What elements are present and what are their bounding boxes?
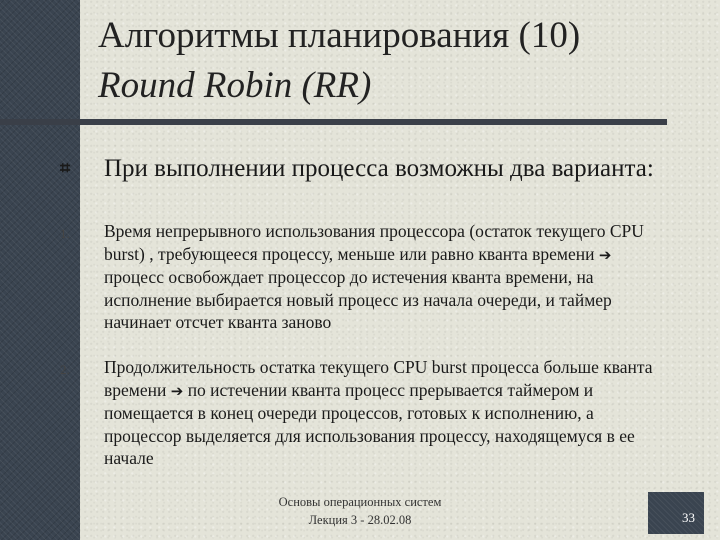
list-item-2-text-end: по истечении кванта процесс прерывается таймером и помещается в конец очереди процессов, готовых к исполнению, а процессор выделяется для использования процессу, находящемуся в ее начале <box>104 379 635 468</box>
slide-title: Алгоритмы планирования (10) <box>98 15 581 56</box>
slide-footer <box>220 493 500 529</box>
page-number-box <box>648 492 704 534</box>
right-arrow-icon: ➔ <box>170 381 184 400</box>
left-decorative-bar <box>0 0 80 540</box>
slide-subtitle: Round Robin (RR) <box>98 65 372 106</box>
footer-lecture-date: Лекция 3 - 28.02.08 <box>308 513 412 527</box>
item-number-2: 2. <box>60 362 70 377</box>
list-item-2-text-start: Продолжительность остатка текущего CPU burst процесса больше кванта времени <box>104 357 653 400</box>
title-divider <box>0 119 667 125</box>
list-item-1-text-start: Время непрерывного использования процессора (остаток текущего CPU burst) , требующееся процессу, меньше или равно кванта времени <box>104 221 644 264</box>
page-number: 33 <box>682 510 695 525</box>
right-arrow-icon: ➔ <box>598 245 612 264</box>
hash-bullet-icon: ⌗ <box>60 158 71 179</box>
list-item-1-text-end: процесс освобождает процессор до истечения кванта времени, на исполнение выбирается новый процесс из начала очереди, и таймер начинает отсчет кванта заново <box>104 267 612 332</box>
list-item-2 <box>104 356 674 470</box>
footer-course-title: Основы операционных систем <box>278 495 442 509</box>
main-bullet-text: При выполнении процесса возможны два варианта: <box>104 155 654 182</box>
item-number-1: 1. <box>60 226 70 241</box>
list-item-1 <box>104 220 674 334</box>
